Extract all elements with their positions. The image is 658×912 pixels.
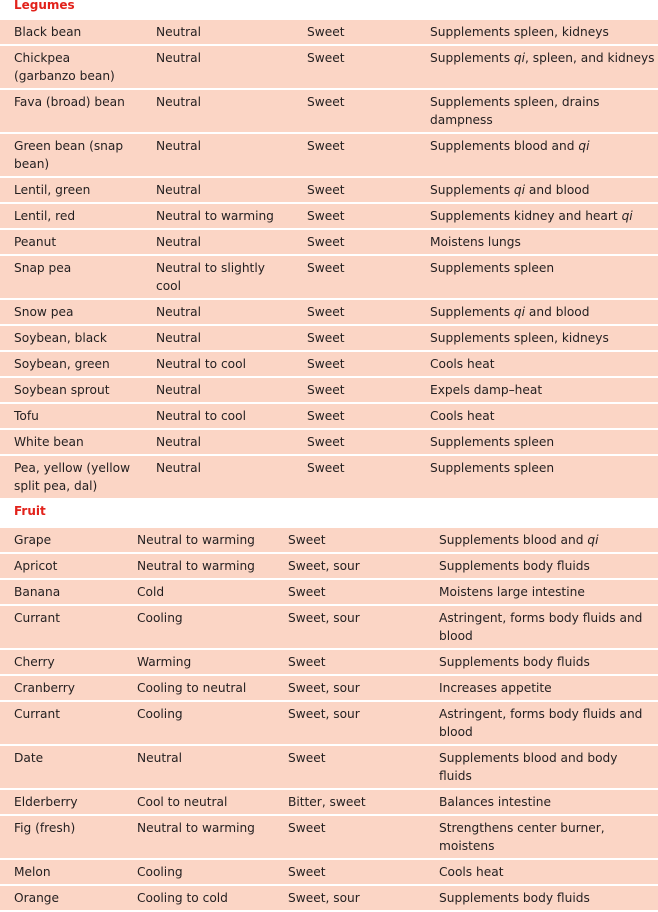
table-row	[0, 746, 658, 788]
temperature: Neutral	[156, 331, 201, 345]
section-title-fruit: Fruit	[14, 504, 46, 518]
table-row	[0, 378, 658, 402]
effect: Increases appetite	[439, 681, 552, 695]
temperature: Neutral	[156, 235, 201, 249]
temperature: Cooling	[137, 611, 183, 625]
food-name: Black bean	[14, 25, 82, 39]
effect: Supplements spleen	[430, 435, 555, 449]
effect: Supplements body fluids	[439, 655, 590, 669]
temperature: Cooling	[137, 707, 183, 721]
food-name: Snap pea	[14, 261, 72, 275]
flavor: Sweet	[307, 383, 345, 397]
temperature: Neutral	[156, 95, 201, 109]
temperature: Neutral	[137, 751, 182, 765]
table-row	[0, 46, 658, 88]
flavor: Sweet, sour	[288, 707, 360, 721]
table-row	[0, 528, 658, 552]
table-row	[0, 886, 658, 910]
effect: Supplements qi, spleen, and kidneys	[430, 51, 655, 65]
temperature: Neutral	[156, 435, 201, 449]
temperature: Neutral	[156, 183, 201, 197]
legumes-table	[0, 20, 658, 500]
flavor: Sweet, sour	[288, 559, 360, 573]
food-name: Peanut	[14, 235, 57, 249]
table-row	[0, 456, 658, 498]
table-row	[0, 816, 658, 858]
food-name: Apricot	[14, 559, 58, 573]
food-name: Fig (fresh)	[14, 821, 76, 835]
food-name: Currant	[14, 707, 61, 721]
effect: Balances intestine	[439, 795, 551, 809]
effect: Strengthens center burner, moistens	[439, 821, 605, 853]
food-name: Lentil, green	[14, 183, 91, 197]
food-name: Tofu	[14, 409, 39, 423]
flavor: Sweet, sour	[288, 611, 360, 625]
table-row	[0, 256, 658, 298]
table-row	[0, 860, 658, 884]
table-row	[0, 580, 658, 604]
table-row	[0, 702, 658, 744]
food-name: Snow pea	[14, 305, 74, 319]
effect: Supplements spleen, kidneys	[430, 25, 609, 39]
effect: Supplements spleen	[430, 461, 555, 475]
table-row	[0, 326, 658, 350]
table-row	[0, 790, 658, 814]
temperature: Neutral to slightly cool	[156, 261, 265, 293]
temperature: Cooling to neutral	[137, 681, 247, 695]
temperature: Neutral	[156, 461, 201, 475]
effect: Supplements kidney and heart qi	[430, 209, 633, 223]
flavor: Sweet	[307, 331, 345, 345]
flavor: Sweet	[307, 183, 345, 197]
temperature: Warming	[137, 655, 192, 669]
food-name: Green bean (snap bean)	[14, 139, 124, 171]
food-name: Melon	[14, 865, 51, 879]
flavor: Sweet, sour	[288, 891, 360, 905]
food-name: Grape	[14, 533, 52, 547]
effect: Expels damp–heat	[430, 383, 543, 397]
table-row	[0, 606, 658, 648]
flavor: Sweet	[288, 533, 326, 547]
temperature: Cold	[137, 585, 165, 599]
effect: Supplements blood and body fluids	[439, 751, 618, 783]
fruit-table	[0, 528, 658, 912]
temperature: Neutral to warming	[137, 559, 255, 573]
temperature: Neutral	[156, 51, 201, 65]
flavor: Sweet	[307, 209, 345, 223]
food-name: Date	[14, 751, 44, 765]
food-name: Currant	[14, 611, 61, 625]
table-row	[0, 352, 658, 376]
table-row	[0, 300, 658, 324]
effect: Moistens large intestine	[439, 585, 585, 599]
flavor: Sweet	[288, 585, 326, 599]
food-name: Pea, yellow (yellow split pea, dal)	[14, 461, 131, 493]
flavor: Sweet	[307, 235, 345, 249]
flavor: Sweet	[307, 305, 345, 319]
table-row	[0, 134, 658, 176]
temperature: Neutral	[156, 139, 201, 153]
effect: Cools heat	[439, 865, 504, 879]
temperature: Neutral to warming	[156, 209, 274, 223]
table-row	[0, 204, 658, 228]
food-name: Banana	[14, 585, 61, 599]
flavor: Sweet	[288, 655, 326, 669]
effect: Supplements blood and qi	[439, 533, 599, 547]
effect: Supplements blood and qi	[430, 139, 590, 153]
flavor: Bitter, sweet	[288, 795, 366, 809]
effect: Supplements spleen, kidneys	[430, 331, 609, 345]
temperature: Cooling to cold	[137, 891, 228, 905]
effect: Supplements body fluids	[439, 559, 590, 573]
flavor: Sweet	[307, 51, 345, 65]
section-title-legumes: Legumes	[14, 0, 75, 12]
flavor: Sweet	[307, 261, 345, 275]
effect: Supplements spleen	[430, 261, 555, 275]
effect: Supplements qi and blood	[430, 305, 590, 319]
temperature: Neutral to cool	[156, 409, 246, 423]
temperature: Cooling	[137, 865, 183, 879]
flavor: Sweet	[288, 751, 326, 765]
food-name: Chickpea (garbanzo bean)	[14, 51, 115, 83]
food-name: Soybean, green	[14, 357, 110, 371]
flavor: Sweet	[307, 435, 345, 449]
food-name: Soybean sprout	[14, 383, 110, 397]
effect: Moistens lungs	[430, 235, 521, 249]
food-name: Orange	[14, 891, 60, 905]
food-name: Soybean, black	[14, 331, 107, 345]
flavor: Sweet	[288, 821, 326, 835]
food-name: Fava (broad) bean	[14, 95, 125, 109]
table-row	[0, 404, 658, 428]
flavor: Sweet	[288, 865, 326, 879]
effect: Supplements spleen, drains dampness	[430, 95, 600, 127]
food-name: Lentil, red	[14, 209, 76, 223]
flavor: Sweet	[307, 357, 345, 371]
effect: Cools heat	[430, 357, 495, 371]
flavor: Sweet	[307, 139, 345, 153]
temperature: Neutral	[156, 383, 201, 397]
table-row	[0, 430, 658, 454]
table-row	[0, 90, 658, 132]
food-name: Elderberry	[14, 795, 78, 809]
effect: Astringent, forms body fluids and blood	[439, 611, 643, 643]
temperature: Neutral	[156, 305, 201, 319]
temperature: Neutral to warming	[137, 533, 255, 547]
food-name: Cranberry	[14, 681, 75, 695]
flavor: Sweet	[307, 25, 345, 39]
effect: Astringent, forms body fluids and blood	[439, 707, 643, 739]
effect: Supplements qi and blood	[430, 183, 590, 197]
table-row	[0, 676, 658, 700]
effect: Cools heat	[430, 409, 495, 423]
temperature: Neutral to cool	[156, 357, 246, 371]
table-row	[0, 178, 658, 202]
table-row	[0, 554, 658, 578]
food-name: Cherry	[14, 655, 55, 669]
table-row	[0, 20, 658, 44]
table-row	[0, 650, 658, 674]
food-name: White bean	[14, 435, 84, 449]
effect: Supplements body fluids	[439, 891, 590, 905]
table-row	[0, 230, 658, 254]
flavor: Sweet	[307, 409, 345, 423]
temperature: Cool to neutral	[137, 795, 228, 809]
temperature: Neutral	[156, 25, 201, 39]
flavor: Sweet	[307, 95, 345, 109]
temperature: Neutral to warming	[137, 821, 255, 835]
flavor: Sweet, sour	[288, 681, 360, 695]
flavor: Sweet	[307, 461, 345, 475]
